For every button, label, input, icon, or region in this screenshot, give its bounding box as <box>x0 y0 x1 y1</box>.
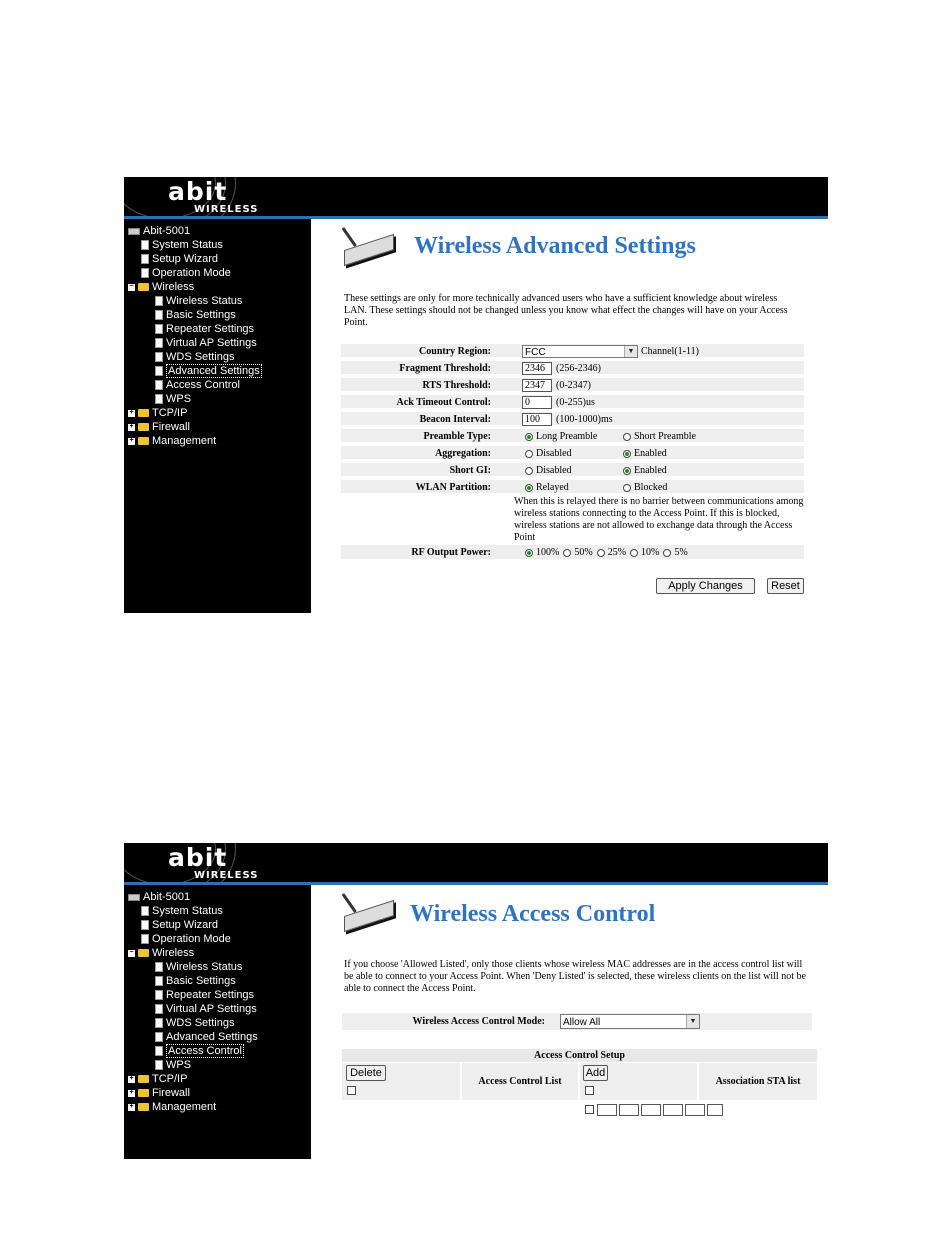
page-icon <box>155 352 163 362</box>
expand-icon[interactable]: + <box>129 1074 134 1082</box>
tree-item-wds-settings[interactable]: WDS Settings <box>128 1016 311 1030</box>
fragment-threshold-input[interactable]: 2346 <box>522 362 552 375</box>
add-button[interactable]: Add <box>583 1065 608 1081</box>
page-icon <box>141 240 149 250</box>
rf-50-option[interactable]: 50% <box>563 545 592 560</box>
page-icon <box>155 990 163 1000</box>
tree-item-basic-settings[interactable]: Basic Settings <box>128 974 311 988</box>
row-beacon-interval: Beacon Interval: 100 (100-1000)ms <box>341 412 804 427</box>
page-icon <box>155 324 163 334</box>
radio[interactable] <box>623 433 631 441</box>
router-icon <box>342 224 398 262</box>
wlan-partition-note: When this is relayed there is no barrier between communications among wireless stations connecting to the Access Point. If this is blocked, wireless stations are not allowed to exchange data through the Access Point <box>514 496 804 543</box>
country-region-select[interactable]: FCC ▼ <box>522 345 638 358</box>
page-icon <box>155 338 163 348</box>
tree-folder-wireless[interactable]: − Wireless <box>129 947 195 959</box>
row-wlan-partition: WLAN Partition: Relayed Blocked <box>341 480 804 495</box>
rf-25-option[interactable]: 25% <box>597 545 626 560</box>
page-title: Wireless Access Control <box>410 901 656 927</box>
row-fragment-threshold: Fragment Threshold: 2346 (256-2346) <box>341 361 804 376</box>
folder-icon <box>138 409 149 417</box>
header-banner <box>124 843 828 885</box>
page-icon <box>155 1032 163 1042</box>
page-icon <box>155 394 163 404</box>
advanced-settings-content <box>311 219 828 613</box>
row-short-gi: Short GI: Disabled Enabled <box>341 463 804 478</box>
tree-folder-tcpip[interactable]: + TCP/IP <box>129 1073 188 1085</box>
page-icon <box>141 920 149 930</box>
abit-logo: abit WIRELESS <box>168 177 259 215</box>
preamble-long-option[interactable]: Long Preamble <box>525 429 619 444</box>
tree-root[interactable]: Abit-5001 <box>128 890 311 904</box>
row-preamble-type: Preamble Type: Long Preamble Short Preamble <box>341 429 804 444</box>
page-description: If you choose 'Allowed Listed', only those clients whose wireless MAC addresses are in the access control list will be able to connect to your Access Point. When 'Deny Listed' is selected, these wireless clients on the list will not be able to connect the Access Point. <box>344 959 806 994</box>
page-icon <box>155 366 163 376</box>
apply-changes-button[interactable]: Apply Changes <box>656 578 755 594</box>
tree-item-setup-wizard[interactable]: Setup Wizard <box>128 918 311 932</box>
sta-entry-checkbox[interactable] <box>585 1105 594 1114</box>
tree-folder-management[interactable]: + Management <box>129 435 217 447</box>
row-access-control-mode: Wireless Access Control Mode: Allow All ▼ <box>342 1013 812 1030</box>
aggregation-enabled-option[interactable]: Enabled <box>623 446 667 461</box>
folder-open-icon <box>138 949 149 957</box>
tree-item-wireless-status[interactable]: Wireless Status <box>128 960 311 974</box>
tree-item-wps[interactable]: WPS <box>128 1058 311 1072</box>
router-icon <box>342 890 398 928</box>
radio[interactable] <box>630 549 638 557</box>
advanced-settings-screenshot <box>124 177 828 613</box>
tree-item-operation-mode[interactable]: Operation Mode <box>128 932 311 946</box>
folder-icon <box>138 1075 149 1083</box>
rf-100-option[interactable]: 100% <box>525 545 559 560</box>
tree-item-wds-settings[interactable]: WDS Settings <box>128 350 311 364</box>
preamble-short-option[interactable]: Short Preamble <box>623 429 696 444</box>
collapse-icon[interactable]: − <box>129 282 134 290</box>
page-title: Wireless Advanced Settings <box>414 233 696 259</box>
row-rts-threshold: RTS Threshold: 2347 (0-2347) <box>341 378 804 393</box>
page-icon <box>155 310 163 320</box>
access-control-screenshot <box>124 843 828 1159</box>
radio-selected[interactable] <box>623 450 631 458</box>
tree-folder-firewall[interactable]: + Firewall <box>129 421 190 433</box>
tree-item-basic-settings[interactable]: Basic Settings <box>128 308 311 322</box>
page-description: These settings are only for more technically advanced users who have a sufficient knowledge about wireless LAN. These settings should not be changed unless you know what effect the changes will have on your Access Point. <box>344 293 788 328</box>
ack-timeout-input[interactable]: 0 <box>522 396 552 409</box>
radio[interactable] <box>597 549 605 557</box>
tree-item-system-status[interactable]: System Status <box>128 238 311 252</box>
radio[interactable] <box>563 549 571 557</box>
page-icon <box>155 1046 163 1056</box>
page-icon <box>141 934 149 944</box>
wlan-relayed-option[interactable]: Relayed <box>525 480 619 495</box>
page-icon <box>141 268 149 278</box>
radio-selected[interactable] <box>525 549 533 557</box>
access-control-mode-select[interactable]: Allow All ▼ <box>560 1014 700 1029</box>
access-control-setup-header: Access Control Setup <box>342 1049 817 1062</box>
expand-icon[interactable]: + <box>129 1088 134 1096</box>
radio[interactable] <box>623 484 631 492</box>
rf-10-option[interactable]: 10% <box>630 545 659 560</box>
folder-icon <box>138 437 149 445</box>
page-icon <box>155 296 163 306</box>
chevron-down-icon: ▼ <box>686 1015 699 1028</box>
tree-item-access-control[interactable]: Access Control <box>128 378 311 392</box>
radio-selected[interactable] <box>525 433 533 441</box>
folder-icon <box>138 423 149 431</box>
rts-threshold-input[interactable]: 2347 <box>522 379 552 392</box>
row-rf-output-power: RF Output Power: 100% 50% 25% 10% 5% <box>341 545 804 561</box>
collapse-icon[interactable]: − <box>129 948 134 956</box>
mac-octet-2-input[interactable] <box>619 1104 639 1116</box>
page-icon <box>141 906 149 916</box>
radio[interactable] <box>525 467 533 475</box>
page-icon <box>155 962 163 972</box>
tree-folder-firewall[interactable]: + Firewall <box>129 1087 190 1099</box>
radio[interactable] <box>525 450 533 458</box>
tree-root[interactable]: Abit-5001 <box>128 224 311 238</box>
tree-item-advanced-settings[interactable]: Advanced Settings <box>128 364 311 378</box>
computer-icon <box>128 894 140 901</box>
sta-entry-row <box>585 1104 723 1115</box>
page-icon <box>155 1060 163 1070</box>
radio[interactable] <box>663 549 671 557</box>
abit-logo: abit WIRELESS <box>168 843 259 881</box>
chevron-down-icon: ▼ <box>624 346 637 357</box>
mac-octet-5-input[interactable] <box>685 1104 705 1116</box>
tree-item-repeater-settings[interactable]: Repeater Settings <box>128 988 311 1002</box>
reset-button[interactable]: Reset <box>767 578 804 594</box>
delete-button[interactable]: Delete <box>346 1065 386 1081</box>
tree-item-repeater-settings[interactable]: Repeater Settings <box>128 322 311 336</box>
tree-item-virtual-ap-settings[interactable]: Virtual AP Settings <box>128 336 311 350</box>
tree-item-setup-wizard[interactable]: Setup Wizard <box>128 252 311 266</box>
folder-icon <box>138 1103 149 1111</box>
beacon-interval-input[interactable]: 100 <box>522 413 552 426</box>
page-icon <box>155 1004 163 1014</box>
expand-icon[interactable]: + <box>129 1102 134 1110</box>
page-icon <box>155 1018 163 1028</box>
tree-item-advanced-settings[interactable]: Advanced Settings <box>128 1030 311 1044</box>
tree-folder-wireless[interactable]: − Wireless <box>129 281 195 293</box>
folder-icon <box>138 1089 149 1097</box>
radio-selected[interactable] <box>525 484 533 492</box>
aggregation-disabled-option[interactable]: Disabled <box>525 446 619 461</box>
page-icon <box>155 976 163 986</box>
sidebar-tree <box>124 219 311 613</box>
tree-folder-tcpip[interactable]: + TCP/IP <box>129 407 188 419</box>
sidebar-tree <box>124 885 311 1159</box>
tree-item-operation-mode[interactable]: Operation Mode <box>128 266 311 280</box>
mac-octet-4-input[interactable] <box>663 1104 683 1116</box>
header-banner <box>124 177 828 219</box>
expand-icon[interactable]: + <box>129 436 134 444</box>
select-all-acl-checkbox[interactable] <box>347 1086 356 1095</box>
mac-octet-6-input[interactable] <box>707 1104 723 1116</box>
page-icon <box>141 254 149 264</box>
select-all-sta-checkbox[interactable] <box>585 1086 594 1095</box>
access-control-table-row: Delete Access Control List Add Association STA list <box>342 1063 817 1100</box>
tree-item-system-status[interactable]: System Status <box>128 904 311 918</box>
access-control-content <box>311 885 828 1159</box>
tree-item-wps[interactable]: WPS <box>128 392 311 406</box>
wlan-blocked-option[interactable]: Blocked <box>623 480 667 495</box>
mac-octet-3-input[interactable] <box>641 1104 661 1116</box>
row-ack-timeout: Ack Timeout Control: 0 (0-255)us <box>341 395 804 410</box>
expand-icon[interactable]: + <box>129 408 134 416</box>
page-icon <box>155 380 163 390</box>
rf-5-option[interactable]: 5% <box>663 545 687 560</box>
tree-item-access-control[interactable]: Access Control <box>128 1044 311 1058</box>
shortgi-disabled-option[interactable]: Disabled <box>525 463 619 478</box>
computer-icon <box>128 228 140 235</box>
row-country-region: Country Region: FCC ▼ Channel(1-11) <box>341 344 804 359</box>
radio-selected[interactable] <box>623 467 631 475</box>
row-aggregation: Aggregation: Disabled Enabled <box>341 446 804 461</box>
tree-folder-management[interactable]: + Management <box>129 1101 217 1113</box>
folder-open-icon <box>138 283 149 291</box>
mac-octet-1-input[interactable] <box>597 1104 617 1116</box>
tree-item-wireless-status[interactable]: Wireless Status <box>128 294 311 308</box>
tree-item-virtual-ap-settings[interactable]: Virtual AP Settings <box>128 1002 311 1016</box>
expand-icon[interactable]: + <box>129 422 134 430</box>
shortgi-enabled-option[interactable]: Enabled <box>623 463 667 478</box>
